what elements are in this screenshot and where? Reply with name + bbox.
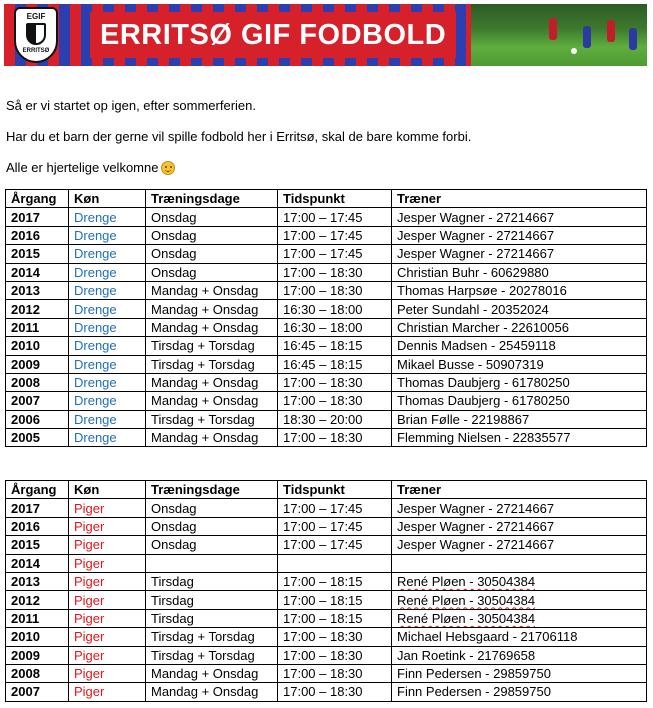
table-row xyxy=(6,683,647,701)
cell-time: 17:00 – 18:15 xyxy=(278,609,392,627)
cell-coach xyxy=(392,554,647,572)
cell-days: Mandag + Onsdag xyxy=(146,300,278,318)
cell-coach: Finn Pedersen - 29859750 xyxy=(392,683,647,701)
cell-time: 16:30 – 18:00 xyxy=(278,300,392,318)
cell-days: Tirsdag xyxy=(146,609,278,627)
cell-time: 17:00 – 17:45 xyxy=(278,208,392,226)
header-koen: Køn xyxy=(69,481,146,499)
cell-coach: Christian Buhr - 60629880 xyxy=(392,263,647,281)
cell-year: 2009 xyxy=(6,646,69,664)
cell-gender: Piger xyxy=(69,646,146,664)
cell-days: Mandag + Onsdag xyxy=(146,664,278,682)
cell-time: 16:30 – 18:00 xyxy=(278,318,392,336)
cell-year: 2006 xyxy=(6,410,69,428)
cell-coach: Brian Følle - 22198867 xyxy=(392,410,647,428)
table-row xyxy=(6,373,647,391)
cell-time: 17:00 – 18:30 xyxy=(278,429,392,447)
logo-bottom-text: ERRITSØ xyxy=(22,48,50,54)
table-row xyxy=(6,337,647,355)
header-aargang: Årgang xyxy=(6,190,69,208)
cell-time: 17:00 – 18:30 xyxy=(278,263,392,281)
cell-days xyxy=(146,554,278,572)
cell-coach: Finn Pedersen - 29859750 xyxy=(392,664,647,682)
cell-time: 17:00 – 18:30 xyxy=(278,646,392,664)
cell-days: Mandag + Onsdag xyxy=(146,429,278,447)
player-figure xyxy=(549,18,557,40)
cell-year: 2014 xyxy=(6,263,69,281)
logo-top-text: EGIF xyxy=(26,12,46,21)
table-row xyxy=(6,300,647,318)
cell-coach xyxy=(392,572,647,590)
cell-time: 16:45 – 18:15 xyxy=(278,355,392,373)
cell-time: 17:00 – 17:45 xyxy=(278,536,392,554)
cell-gender: Drenge xyxy=(69,392,146,410)
cell-year: 2009 xyxy=(6,355,69,373)
cell-time: 17:00 – 17:45 xyxy=(278,517,392,535)
cell-gender: Drenge xyxy=(69,263,146,281)
cell-days: Tirsdag xyxy=(146,572,278,590)
table-row xyxy=(6,245,647,263)
cell-days: Onsdag xyxy=(146,263,278,281)
cell-year: 2012 xyxy=(6,591,69,609)
cell-coach: Thomas Harpsøe - 20278016 xyxy=(392,281,647,299)
cell-gender: Drenge xyxy=(69,281,146,299)
cell-coach: Jesper Wagner - 27214667 xyxy=(392,226,647,244)
club-logo xyxy=(14,7,58,63)
cell-coach: Dennis Madsen - 25459118 xyxy=(392,337,647,355)
cell-gender: Piger xyxy=(69,628,146,646)
cell-days: Tirsdag + Torsdag xyxy=(146,628,278,646)
header-traener: Træner xyxy=(392,190,647,208)
cell-coach: Jesper Wagner - 27214667 xyxy=(392,499,647,517)
cell-coach: Jesper Wagner - 27214667 xyxy=(392,245,647,263)
cell-gender: Piger xyxy=(69,572,146,590)
cell-year: 2015 xyxy=(6,245,69,263)
cell-time: 17:00 – 17:45 xyxy=(278,499,392,517)
cell-gender: Drenge xyxy=(69,355,146,373)
cell-year: 2010 xyxy=(6,337,69,355)
cell-time: 17:00 – 18:30 xyxy=(278,373,392,391)
cell-coach: Michael Hebsgaard - 21706118 xyxy=(392,628,647,646)
cell-days: Mandag + Onsdag xyxy=(146,281,278,299)
cell-gender: Piger xyxy=(69,554,146,572)
header-tidspunkt: Tidspunkt xyxy=(278,481,392,499)
cell-days: Onsdag xyxy=(146,517,278,535)
cell-year: 2011 xyxy=(6,318,69,336)
table-row xyxy=(6,263,647,281)
cell-days: Tirsdag xyxy=(146,591,278,609)
cell-days: Mandag + Onsdag xyxy=(146,373,278,391)
header-aargang: Årgang xyxy=(6,481,69,499)
banner-title: ERRITSØ GIF FODBOLD xyxy=(90,12,456,58)
cell-gender: Drenge xyxy=(69,410,146,428)
table-row xyxy=(6,499,647,517)
header-tidspunkt: Tidspunkt xyxy=(278,190,392,208)
cell-days: Mandag + Onsdag xyxy=(146,683,278,701)
cell-gender: Piger xyxy=(69,683,146,701)
cell-days: Tirsdag + Torsdag xyxy=(146,646,278,664)
cell-coach: Jesper Wagner - 27214667 xyxy=(392,517,647,535)
table-row xyxy=(6,591,647,609)
table-header-row xyxy=(6,190,647,208)
coach-name: René Pløen - 30504384 xyxy=(397,610,536,626)
cell-time: 17:00 – 18:30 xyxy=(278,628,392,646)
cell-days: Onsdag xyxy=(146,499,278,517)
cell-gender: Drenge xyxy=(69,373,146,391)
cell-year: 2010 xyxy=(6,628,69,646)
table-row xyxy=(6,318,647,336)
table-row xyxy=(6,392,647,410)
cell-gender: Piger xyxy=(69,536,146,554)
cell-coach: Jan Roetink - 21769658 xyxy=(392,646,647,664)
table-row xyxy=(6,646,647,664)
table-row xyxy=(6,355,647,373)
ball-icon xyxy=(571,48,577,54)
girls-schedule-table xyxy=(5,480,647,702)
coach-name: René Pløen - 30504384 xyxy=(397,592,536,608)
intro-paragraph-2: Har du et barn der gerne vil spille fodbold her i Erritsø, skal de bare komme forbi. xyxy=(6,129,472,144)
football-photo xyxy=(471,4,647,66)
player-figure xyxy=(583,26,591,48)
intro-paragraph-1: Så er vi startet op igen, efter sommerferien. xyxy=(6,98,256,113)
cell-time: 16:45 – 18:15 xyxy=(278,337,392,355)
cell-coach: Christian Marcher - 22610056 xyxy=(392,318,647,336)
cell-year: 2013 xyxy=(6,572,69,590)
cell-year: 2005 xyxy=(6,429,69,447)
cell-gender: Drenge xyxy=(69,300,146,318)
cell-year: 2013 xyxy=(6,281,69,299)
cell-gender: Drenge xyxy=(69,337,146,355)
welcome-text: Alle er hjertelige velkomne xyxy=(6,160,159,175)
cell-time: 17:00 – 18:15 xyxy=(278,591,392,609)
cell-days: Onsdag xyxy=(146,208,278,226)
cell-days: Tirsdag + Torsdag xyxy=(146,337,278,355)
table-row xyxy=(6,410,647,428)
cell-time: 17:00 – 18:30 xyxy=(278,664,392,682)
cell-gender: Drenge xyxy=(69,226,146,244)
header-traener: Træner xyxy=(392,481,647,499)
cell-coach: Thomas Daubjerg - 61780250 xyxy=(392,373,647,391)
cell-days: Tirsdag + Torsdag xyxy=(146,410,278,428)
cell-gender: Piger xyxy=(69,664,146,682)
cell-time: 18:30 – 20:00 xyxy=(278,410,392,428)
cell-days: Onsdag xyxy=(146,245,278,263)
cell-year: 2014 xyxy=(6,554,69,572)
cell-year: 2015 xyxy=(6,536,69,554)
table-row xyxy=(6,208,647,226)
table-row xyxy=(6,281,647,299)
cell-coach: Mikael Busse - 50907319 xyxy=(392,355,647,373)
player-figure xyxy=(607,20,615,42)
table-row xyxy=(6,517,647,535)
cell-days: Onsdag xyxy=(146,226,278,244)
cell-days: Mandag + Onsdag xyxy=(146,318,278,336)
cell-year: 2008 xyxy=(6,373,69,391)
cell-time: 17:00 – 18:30 xyxy=(278,683,392,701)
header-traeningsdage: Træningsdage xyxy=(146,481,278,499)
header-banner xyxy=(4,4,647,66)
cell-gender: Drenge xyxy=(69,208,146,226)
cell-year: 2007 xyxy=(6,392,69,410)
cell-year: 2007 xyxy=(6,683,69,701)
cell-year: 2016 xyxy=(6,226,69,244)
cell-gender: Drenge xyxy=(69,429,146,447)
intro-paragraph-3 xyxy=(6,160,175,175)
table-row xyxy=(6,628,647,646)
smiley-icon xyxy=(161,161,175,175)
table-row xyxy=(6,609,647,627)
cell-year: 2017 xyxy=(6,499,69,517)
cell-gender: Drenge xyxy=(69,245,146,263)
cell-time: 17:00 – 17:45 xyxy=(278,226,392,244)
table-row xyxy=(6,572,647,590)
cell-year: 2016 xyxy=(6,517,69,535)
table-row xyxy=(6,554,647,572)
coach-name: René Pløen - 30504384 xyxy=(397,574,536,590)
cell-days: Tirsdag + Torsdag xyxy=(146,355,278,373)
header-traeningsdage: Træningsdage xyxy=(146,190,278,208)
cell-year: 2011 xyxy=(6,609,69,627)
table-row xyxy=(6,536,647,554)
cell-time: 17:00 – 18:30 xyxy=(278,281,392,299)
cell-days: Mandag + Onsdag xyxy=(146,392,278,410)
cell-coach: Jesper Wagner - 27214667 xyxy=(392,536,647,554)
cell-year: 2012 xyxy=(6,300,69,318)
cell-gender: Piger xyxy=(69,499,146,517)
cell-coach: Thomas Daubjerg - 61780250 xyxy=(392,392,647,410)
boys-schedule-table xyxy=(5,189,647,447)
cell-coach: Flemming Nielsen - 22835577 xyxy=(392,429,647,447)
cell-time: 17:00 – 18:30 xyxy=(278,392,392,410)
cell-gender: Piger xyxy=(69,517,146,535)
cell-gender: Drenge xyxy=(69,318,146,336)
cell-gender: Piger xyxy=(69,609,146,627)
header-koen: Køn xyxy=(69,190,146,208)
table-row xyxy=(6,664,647,682)
cell-year: 2008 xyxy=(6,664,69,682)
shield-icon xyxy=(26,23,46,45)
cell-coach xyxy=(392,609,647,627)
table-row xyxy=(6,429,647,447)
cell-days: Onsdag xyxy=(146,536,278,554)
cell-coach: Jesper Wagner - 27214667 xyxy=(392,208,647,226)
cell-time: 17:00 – 18:15 xyxy=(278,572,392,590)
player-figure xyxy=(629,28,637,50)
cell-time: 17:00 – 17:45 xyxy=(278,245,392,263)
table-header-row xyxy=(6,481,647,499)
table-row xyxy=(6,226,647,244)
cell-gender: Piger xyxy=(69,591,146,609)
cell-year: 2017 xyxy=(6,208,69,226)
cell-coach: Peter Sundahl - 20352024 xyxy=(392,300,647,318)
cell-time xyxy=(278,554,392,572)
cell-coach xyxy=(392,591,647,609)
